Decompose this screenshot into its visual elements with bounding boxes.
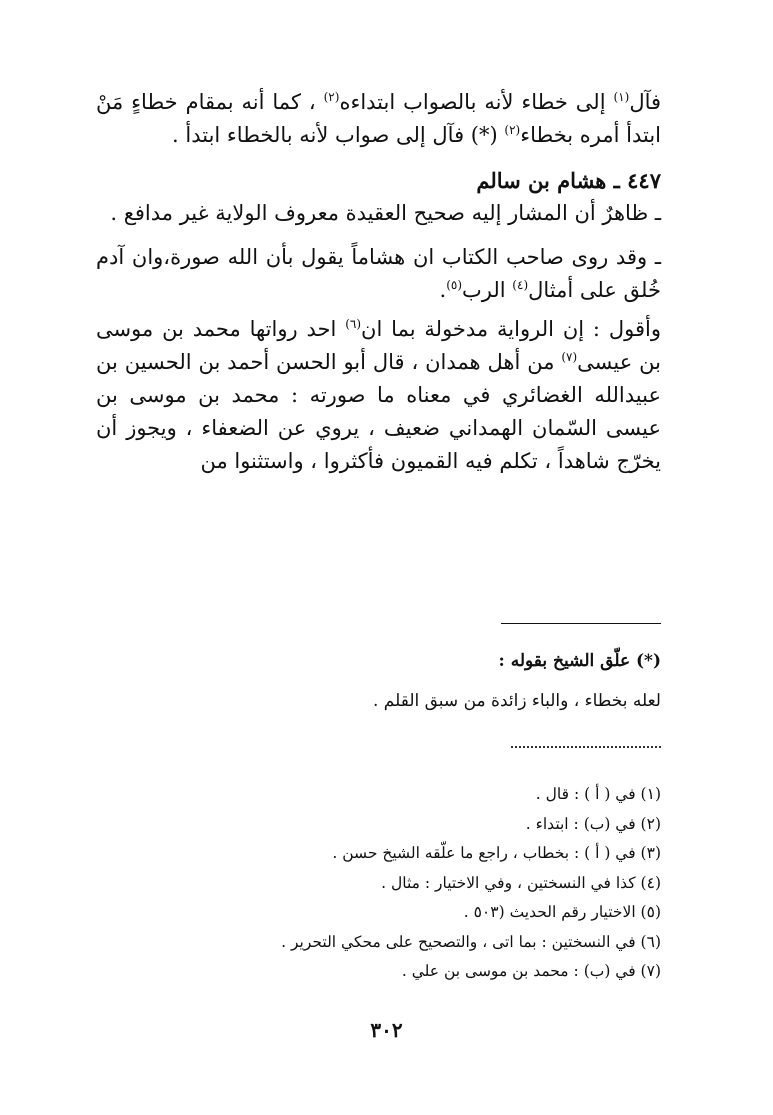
footnote-6: (٦) في النسختين : بما اتى ، والتصحيح على محكي التحرير . [281, 932, 661, 951]
intro-text-4: (*) فآل إلى صواب لأنه بالخطاء ابتدأ . [172, 123, 505, 147]
commentary-block [96, 648, 661, 714]
paragraph-2-text-1: ـ وقد روى صاحب الكتاب ان هشاماً يقول بأن الله صورة،وان آدم خُلق على أمثال [96, 245, 661, 302]
footnote-1: (١) في ( أ ) : قال . [535, 785, 661, 803]
dotted-separator [511, 746, 661, 748]
footnote-ref-2b: (٢) [504, 123, 521, 137]
paragraph-3-text-1: وأقول : إن الرواية مدخولة بما ان [361, 317, 661, 341]
main-text [96, 86, 661, 478]
intro-text-3: ، كما أنه بمقام خطاءٍ مَنْ ابتدأ أمره بخطاء [96, 90, 661, 147]
footnote-ref-4: (٤) [512, 278, 529, 292]
footnote-2: (٢) في (ب) : ابتداء . [525, 814, 661, 833]
paragraph-2-text-2: الرب [462, 278, 513, 302]
footnote-divider [501, 623, 661, 624]
intro-text-1: فآل [629, 90, 662, 114]
paragraph-3 [96, 313, 661, 478]
intro-text-2: إلى خطاء لأنه بالصواب ابتداءه [339, 90, 614, 114]
footnote-5: (٥) الاختيار رقم الحديث (٥٠٣ . [463, 903, 661, 921]
paragraph-3-text-3: من أهل همدان ، قال أبو الحسن أحمد بن الحسين بن عبيدالله الغضائري في معناه ما صورته : محمد بن موسى بن عيسى السّمان الهمداني ضعيف ، يروي عن الضعفاء ، ويجوز أن يخرّج شاهداً ، تكلم فيه القميون فأكثروا ، واستثنوا من [96, 350, 661, 473]
footnotes-list [96, 780, 661, 987]
footnote-ref-1: (١) [613, 90, 630, 104]
paragraph-2-text-3: . [439, 278, 447, 302]
entry-heading: ٤٤٧ ـ هشام بن سالم [476, 168, 661, 193]
footnote-ref-6: (٦) [345, 317, 362, 331]
paragraph-1: ـ ظاهرٌ أن المشار إليه صحيح العقيدة معروف الولاية غير مدافع . [110, 201, 661, 225]
commentary-text: لعله بخطاء ، والباء زائدة من سبق القلم . [372, 691, 661, 711]
footnote-ref-5: (٥) [446, 278, 463, 292]
commentary-title: (*) علّق الشيخ بقوله : [498, 651, 661, 671]
footnote-7: (٧) في (ب) : محمد بن موسى بن علي . [401, 962, 661, 980]
intro-paragraph [96, 86, 661, 152]
footnote-ref-7: (٧) [561, 350, 578, 364]
footnote-4: (٤) كذا في النسختين ، وفي الاختيار : مثال . [381, 873, 661, 892]
paragraph-2 [96, 241, 661, 307]
paragraph-3-text-2: احد رواتها محمد بن موسى بن عيسى [96, 317, 661, 374]
footnote-3: (٣) في ( أ ) : بخطاب ، راجع ما علّقه الشيخ حسن . [332, 844, 661, 862]
footnote-ref-2: (٢) [323, 90, 340, 104]
page-number: ٣٠٢ [370, 1018, 403, 1042]
